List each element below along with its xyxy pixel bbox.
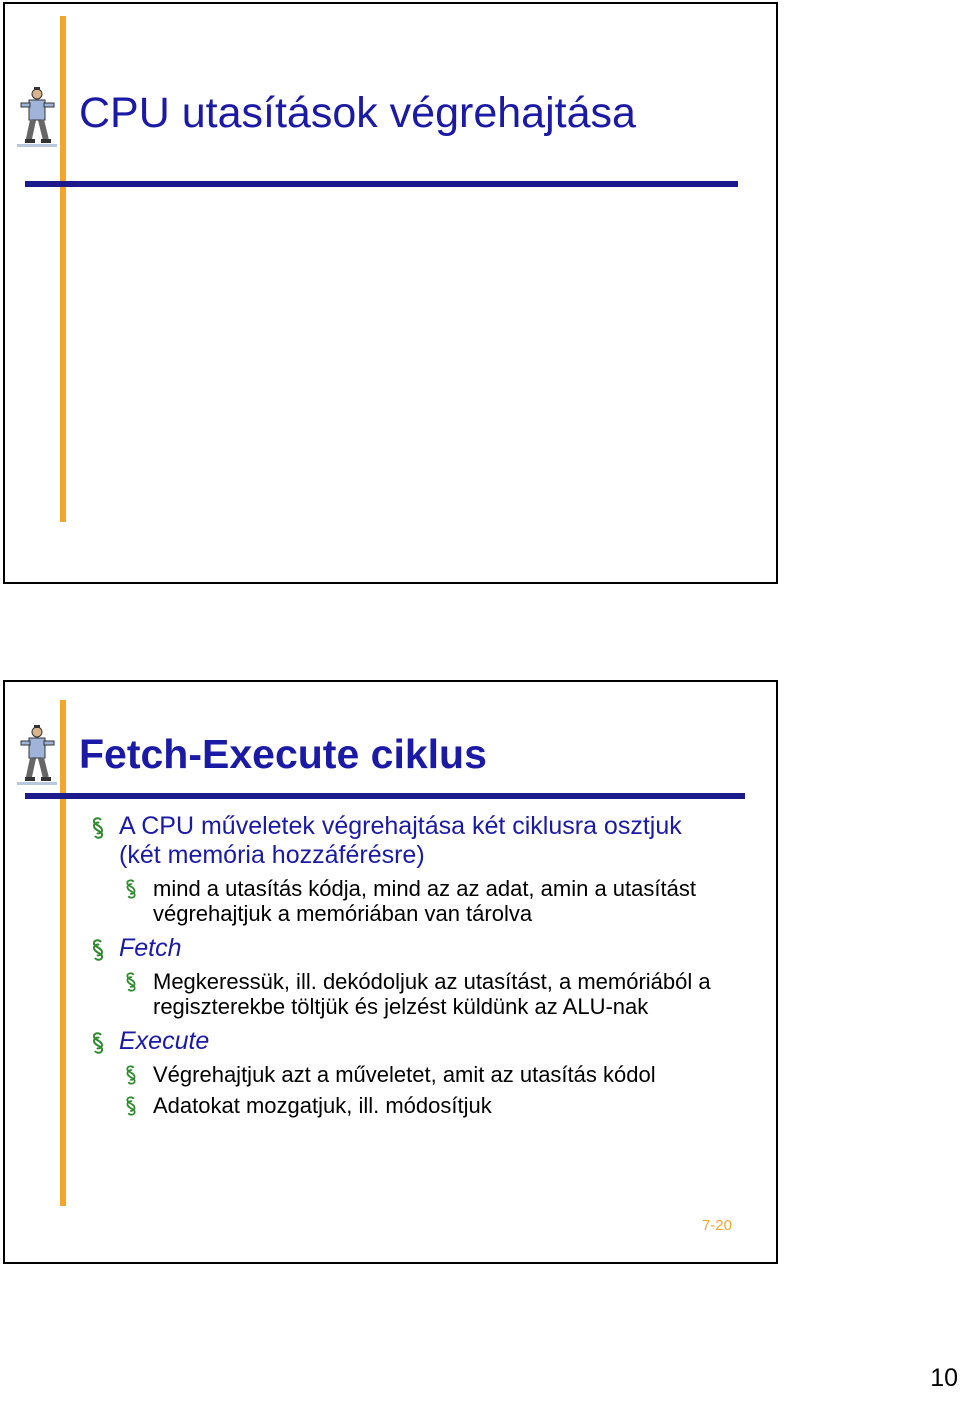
- bullet-item: [89, 1027, 729, 1056]
- sub-bullet-text: Megkeressük, ill. dekódoljuk az utasítást, a memóriából a regiszterekbe töltjük és jelzést küldünk az ALU-nak: [153, 969, 711, 1019]
- bullet-item: [89, 812, 729, 870]
- sub-bullet-item: [123, 969, 729, 1019]
- title-rule: [25, 181, 738, 187]
- slide-number-label: 7-20: [701, 1217, 732, 1234]
- section-sign-bullet-icon: [89, 816, 107, 840]
- bullet-text: Execute: [119, 1027, 210, 1055]
- sub-bullet-item: [123, 1093, 729, 1118]
- bullet-item: [89, 934, 729, 963]
- sub-bullet-text: Adatokat mozgatjuk, ill. módosítjuk: [153, 1093, 492, 1118]
- sub-bullet-item: [123, 876, 729, 926]
- page-number: 10: [930, 1364, 958, 1392]
- bullet-text: Fetch: [119, 934, 182, 962]
- sub-bullet-text: Végrehajtjuk azt a műveletet, amit az utasítás kódol: [153, 1062, 656, 1087]
- slide-2: [3, 680, 778, 1264]
- section-sign-bullet-icon: [89, 938, 107, 962]
- bullet-text: A CPU műveletek végrehajtása két ciklusra osztjuk (két memória hozzáférésre): [119, 812, 682, 869]
- section-sign-bullet-icon: [123, 971, 139, 993]
- section-sign-bullet-icon: [123, 1095, 139, 1117]
- slide-title: CPU utasítások végrehajtása: [79, 89, 636, 137]
- walking-figure-icon: [17, 86, 57, 148]
- accent-vertical-bar: [60, 16, 66, 522]
- section-sign-bullet-icon: [123, 1064, 139, 1086]
- section-sign-bullet-icon: [89, 1031, 107, 1055]
- slide-1: [3, 2, 778, 584]
- title-rule: [25, 793, 745, 799]
- sub-bullet-text: mind a utasítás kódja, mind az az adat, amin a utasítást végrehajtjuk a memóriában van tárolva: [153, 876, 696, 926]
- walking-figure-icon: [17, 724, 57, 786]
- section-sign-bullet-icon: [123, 878, 139, 900]
- accent-vertical-bar: [60, 700, 66, 1206]
- sub-bullet-item: [123, 1062, 729, 1087]
- slide-title: Fetch-Execute ciklus: [79, 731, 487, 777]
- bullet-list: [89, 812, 729, 1118]
